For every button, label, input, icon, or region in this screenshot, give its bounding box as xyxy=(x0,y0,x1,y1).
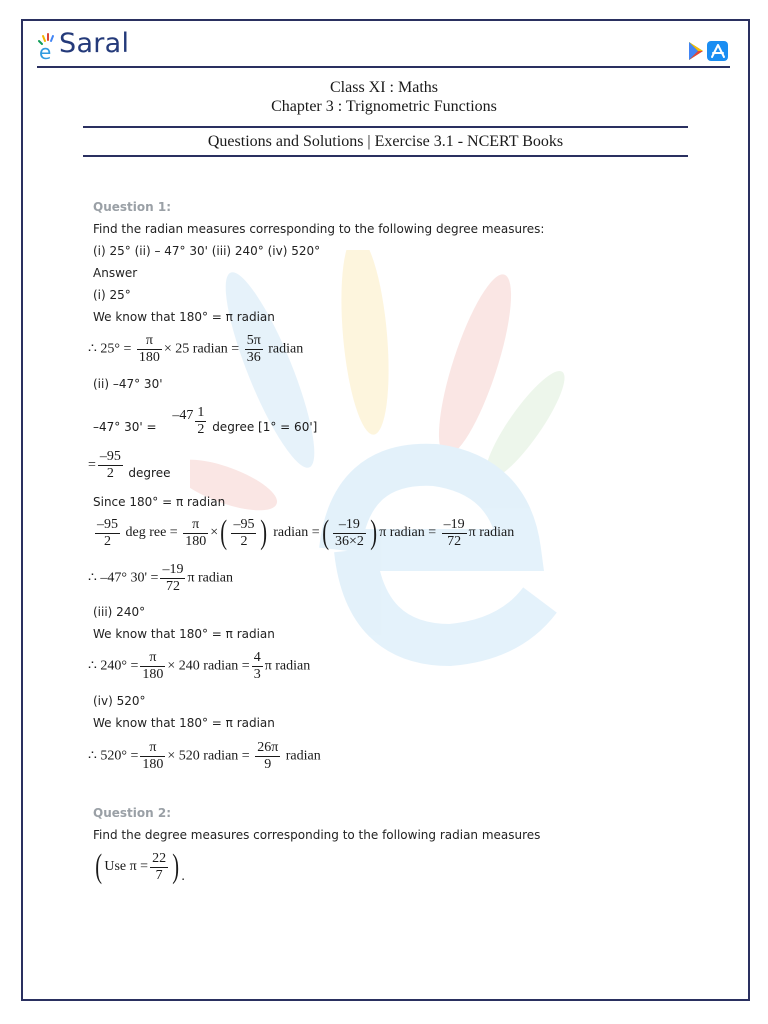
eq1-mid: × 25 radian = xyxy=(163,341,240,357)
equation-part-2c xyxy=(93,516,514,550)
eq4-fraction-1: $\frac{\pi}{180}$ xyxy=(142,740,164,772)
esaral-logo-mark xyxy=(37,32,61,62)
question-1-parts: (i) 25° (ii) – 47° 30' (iii) 240° (iv) 520° xyxy=(93,244,321,258)
eq2c-text-5: π radian xyxy=(468,525,515,541)
eq2b-fraction: $\frac{-95}{2}$ xyxy=(99,449,121,481)
eq2c-paren-close-2: ) xyxy=(370,514,377,551)
brand-name: Saral xyxy=(59,28,130,59)
eq1-lhs: ∴ 25° = xyxy=(88,341,132,357)
since-line: Since 180° = π radian xyxy=(93,495,226,509)
subtitle-rule-top xyxy=(83,126,688,128)
fact-line-4: We know that 180° = π radian xyxy=(93,716,275,730)
eq2a-rhs: degree [1° = 60'] xyxy=(212,420,318,434)
equation-part-3 xyxy=(88,650,310,683)
part-1-label: (i) 25° xyxy=(93,288,131,302)
fact-line-1: We know that 180° = π radian xyxy=(93,310,275,324)
part-2-label: (ii) –47° 30' xyxy=(93,377,163,391)
question-1-heading: Question 1: xyxy=(93,200,171,214)
eq2c-fraction-2: $\frac{\pi}{180}$ xyxy=(185,516,207,549)
equation-part-4 xyxy=(88,740,321,773)
eq3-mid: × 240 radian = xyxy=(167,658,250,674)
eq3-lhs: ∴ 240° = xyxy=(88,658,139,674)
google-play-icon[interactable] xyxy=(689,42,703,60)
eq2c-text-2: × xyxy=(210,525,219,541)
answer-label: Answer xyxy=(93,266,138,280)
eq2b-rhs: degree xyxy=(128,465,171,480)
eq2a-whole: –47 xyxy=(172,408,194,423)
question-2-prompt: Find the degree measures corresponding to the following radian measures xyxy=(93,828,541,842)
app-store-icon[interactable] xyxy=(707,41,728,61)
eq2d-lhs: ∴ –47° 30' = xyxy=(88,570,159,586)
question-2-heading: Question 2: xyxy=(93,806,171,820)
eq2c-paren-open-2: ( xyxy=(321,514,329,551)
eq4-mid: × 520 radian = xyxy=(167,748,250,764)
eq2c-fraction-5: $\frac{-19}{72}$ xyxy=(443,516,465,549)
eq1-fraction-2: $\frac{5\pi}{36}$ xyxy=(246,333,261,365)
equation-part-2b xyxy=(88,449,170,482)
eq4-rhs: radian xyxy=(285,748,321,764)
eq2b-lhs: = xyxy=(88,457,96,473)
q2-paren-close: ) xyxy=(172,848,180,885)
class-title: Class XI : Maths xyxy=(330,79,438,96)
question-1-prompt: Find the radian measures corresponding to the following degree measures: xyxy=(93,222,545,236)
equation-q2 xyxy=(93,850,185,884)
exercise-subtitle: Questions and Solutions | Exercise 3.1 - NCERT Books xyxy=(207,133,564,150)
document-titles xyxy=(0,78,768,116)
eq3-fraction-2: $\frac{4}{3}$ xyxy=(253,650,261,682)
eq2c-fraction-1: $\frac{-95}{2}$ xyxy=(97,516,118,549)
eq4-lhs: ∴ 520° = xyxy=(88,748,139,764)
eq2c-paren-open: ( xyxy=(220,514,228,551)
svg-text:e: e xyxy=(39,40,52,62)
chapter-title: Chapter 3 : Trignometric Functions xyxy=(271,98,497,115)
equation-part-2d xyxy=(88,562,233,595)
eq2c-fraction-4: $\frac{-19}{36\times 2}$ xyxy=(334,516,364,549)
eq2c-text-3: radian = xyxy=(273,525,320,541)
eq2a-fraction: $\frac{1}{2}$ xyxy=(197,405,205,437)
equation-part-1 xyxy=(88,333,303,366)
q2-tail: . xyxy=(181,869,185,885)
q2-fraction: $\frac{22}{7}$ xyxy=(152,850,167,883)
equation-part-2a xyxy=(93,405,318,444)
header-rule xyxy=(37,66,730,68)
part-3-label: (iii) 240° xyxy=(93,605,146,619)
eq2c-text-4: π radian = xyxy=(379,525,437,541)
eq1-rhs: radian xyxy=(268,341,304,357)
eq2a-lhs: –47° 30' = xyxy=(93,420,157,434)
eq2c-fraction-3: $\frac{-95}{2}$ xyxy=(233,516,255,549)
q2-lhs: Use π = xyxy=(104,859,149,875)
eq3-rhs: π radian xyxy=(264,658,311,674)
eq2d-fraction: $\frac{-19}{72}$ xyxy=(162,562,184,594)
q2-paren-open: ( xyxy=(95,848,103,885)
store-icons[interactable] xyxy=(687,40,729,62)
eq1-fraction-1: $\frac{\pi}{180}$ xyxy=(138,333,160,365)
eq2c-text-1: deg ree = xyxy=(125,525,178,541)
eq2d-rhs: π radian xyxy=(187,570,233,586)
eq3-fraction-1: $\frac{\pi}{180}$ xyxy=(142,650,164,682)
eq4-fraction-2: $\frac{26\pi}{9}$ xyxy=(257,740,279,772)
part-4-label: (iv) 520° xyxy=(93,694,146,708)
subtitle-rule-bottom xyxy=(83,155,688,157)
eq2c-paren-close: ) xyxy=(260,514,268,551)
fact-line-3: We know that 180° = π radian xyxy=(93,627,275,641)
